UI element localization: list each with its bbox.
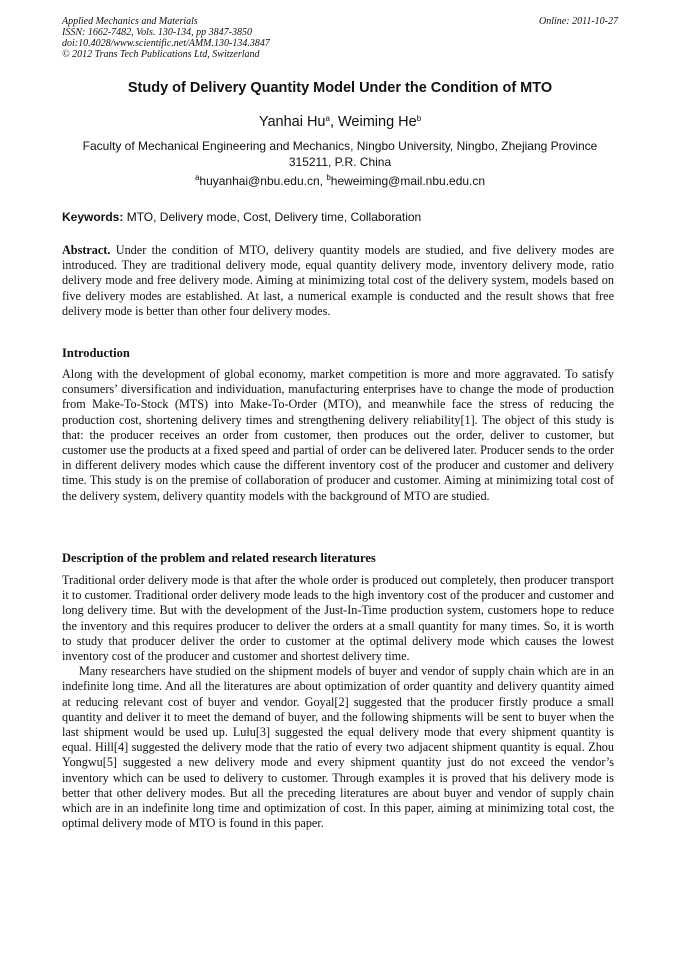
journal-header xyxy=(62,16,618,60)
paper-title: Study of Delivery Quantity Model Under the Condition of MTO xyxy=(127,80,553,96)
issn-line: ISSN: 1662-7482, Vols. 130-134, pp 3847-3850 xyxy=(62,27,252,38)
keywords-label: Keywords: xyxy=(62,210,124,224)
email-address: huyanhai@nbu.edu.cn xyxy=(199,174,320,188)
section-heading-introduction: Introduction xyxy=(62,346,130,360)
author-name: Yanhai Hu xyxy=(258,114,326,130)
email-address: heweiming@mail.nbu.edu.cn xyxy=(330,174,486,188)
keywords-text: MTO, Delivery mode, Cost, Delivery time, Collaboration xyxy=(123,210,422,224)
email-line xyxy=(62,174,618,188)
author-list xyxy=(62,114,618,130)
introduction-body xyxy=(62,367,614,504)
author-affil-mark: a xyxy=(325,114,330,123)
online-date: Online: 2011-10-27 xyxy=(539,16,618,27)
paragraph: Traditional order delivery mode is that after the whole order is produced out completely, then producer transport it to customer. Traditional order delivery mode leads to the high inventory cost of the producer and customer and long delivery time. But with the development of the Just-In-Time production system, customers hope to reduce the inventory and this requires producer to deliver the orders at a small quantity for many times. So, it is worth to study that producer deliver the order to customer at the optimal delivery mode which causes the lowest inventory cost of the producer and customer and shortest delivery time. xyxy=(62,573,614,664)
paragraph: Many researchers have studied on the shipment models of buyer and vendor of supply chain which are in an indefinite long time. And all the literatures are about optimization of order quantity and delivery quantity aimed at reducing relevant cost of buyer and vendor. Goyal[2] suggested that the producer firstly produce a small quantity and deliver it to meet the demand of buyer, and the following shipments will be sent to buyer when the last shipment would be used up. Lulu[3] suggested the equal delivery mode that every shipment quantity is equal. Hill[4] suggested the delivery mode that the ratio of every two adjacent shipment quantity is equal. Zhou Yongwu[5] suggested a new delivery mode and every shipment quantity just do not exceed the vendor’s inventory which can be used to delivery to customer. Through examples it is proved that his delivery mode is better that other delivery modes. But all the preceding literatures are about buyer and vendor of supply chain which are in an indefinite long time and optimization of cost. In this paper, aiming at minimizing total cost, the optimal delivery mode of MTO is found in this paper. xyxy=(62,664,614,831)
author-affil-mark: b xyxy=(416,114,422,123)
affiliation: Faculty of Mechanical Engineering and Mechanics, Ningbo University, Ningbo, Zhejiang Province 315211, P.R. China xyxy=(82,139,598,169)
email-mark: b xyxy=(326,173,331,182)
journal-name: Applied Mechanics and Materials xyxy=(62,16,198,27)
author-name: Weiming He xyxy=(338,114,417,130)
abstract xyxy=(62,243,614,319)
abstract-label: Abstract. xyxy=(62,243,111,257)
abstract-text: Under the condition of MTO, delivery quantity models are studied, and five delivery modes are introduced. They are traditional delivery mode, equal quantity delivery mode, inventory delivery mode, ratio delivery mode and free delivery mode. Aiming at minimizing total cost of the delivery system, models based on five delivery modes are established. At last, a numerical example is conducted and the result shows that free delivery mode is better than other four delivery modes. xyxy=(62,243,614,318)
section-heading-description: Description of the problem and related research literatures xyxy=(62,551,376,565)
copyright-line: © 2012 Trans Tech Publications Ltd, Switzerland xyxy=(62,49,260,60)
email-mark: a xyxy=(194,173,200,182)
keywords xyxy=(62,210,618,224)
email-separator: , xyxy=(319,174,327,188)
author-separator: , xyxy=(329,114,338,130)
doi-line: doi:10.4028/www.scientific.net/AMM.130-134.3847 xyxy=(62,38,270,49)
description-body xyxy=(62,573,614,831)
paragraph: Along with the development of global economy, market competition is more and more aggravated. To satisfy consumers’ diversification and individuation, manufacturing enterprises have to change the mode of production from Make-To-Stock (MTS) into Make-To-Order (MTO), and meanwhile face the stress of reducing the production cost, shortening delivery times and strengthening delivery reliability[1]. The object of this study is that: the producer receives an order from customer, then produces out the order, deliver to customer, but customer use the products at a fixed speed and partial of order can be delivered later. Producer sends to the order in different delivery modes which cause the different inventory cost of the producer and customer and delivery time. This study is on the premise of collaboration of producer and customer. Aiming at minimizing total cost of the delivery system, delivery quantity models with the background of MTO are studied. xyxy=(62,367,614,503)
